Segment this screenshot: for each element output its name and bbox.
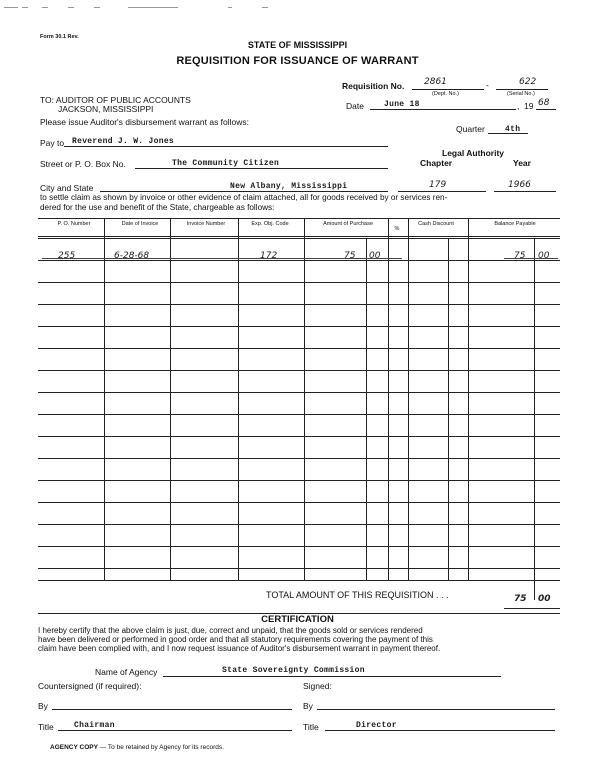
city-state-label: City and State <box>40 183 94 193</box>
serial-number[interactable]: 622 <box>519 77 537 87</box>
row1-po-number[interactable]: 255 <box>58 251 76 261</box>
street-value[interactable]: The Community Citizen <box>172 159 280 168</box>
row1-balance-dollars[interactable]: 75 <box>514 251 526 261</box>
chapter-label: Chapter <box>420 158 453 168</box>
legal-authority-label: Legal Authority <box>442 148 505 158</box>
scan-mark <box>94 7 100 8</box>
form-number: Form 30.1 Rev. <box>40 34 79 40</box>
col-date-of-invoice: Date of Invoice <box>121 221 159 227</box>
requisition-label: Requisition No. <box>342 81 405 91</box>
col-exp-obj-code: Exp. Obj. Code <box>251 221 289 227</box>
agency-name-label: Name of Agency <box>95 667 158 677</box>
agency-copy-label: AGENCY COPY <box>50 744 98 751</box>
total-dollars[interactable]: 75 <box>514 594 527 604</box>
col-percent: % <box>394 226 400 232</box>
certification-line1: I hereby certify that the above claim is just, due, correct and unpaid, that the goods sold or services rendered <box>38 626 423 635</box>
quarter-label: Quarter <box>456 124 485 134</box>
col-cash-discount: Cash Discount <box>418 221 454 227</box>
pay-to-label: Pay to <box>40 138 65 148</box>
row1-balance-cents[interactable]: 00 <box>538 251 550 261</box>
footer-note <box>50 744 224 751</box>
scan-mark <box>128 7 178 8</box>
date-value[interactable]: June 18 <box>384 100 420 109</box>
row1-amount-dollars[interactable]: 75 <box>344 251 356 261</box>
agency-copy-note: — To be retained by Agency for its records. <box>99 744 224 751</box>
to-line: TO: AUDITOR OF PUBLIC ACCOUNTS <box>40 95 191 105</box>
dept-number[interactable]: 2861 <box>424 77 447 87</box>
agency-name-value[interactable]: State Sovereignty Commission <box>222 666 365 675</box>
col-invoice-number: Invoice Number <box>186 221 226 227</box>
year-prefix: 19 <box>524 101 534 111</box>
state-heading: STATE OF MISSISSIPPI <box>247 40 348 50</box>
row1-date-of-invoice[interactable]: 6-28-68 <box>114 251 150 261</box>
form-title: REQUISITION FOR ISSUANCE OF WARRANT <box>176 55 419 67</box>
col-amount-of-purchase: Amount of Purchase <box>323 221 373 227</box>
claim-table <box>38 218 560 612</box>
col-balance-payable: Balance Payable <box>494 221 536 227</box>
authority-year-value[interactable]: 1966 <box>508 180 531 190</box>
instruction-text: Please issue Auditor's disbursement warrant as follows: <box>40 117 250 127</box>
countersigned-label: Countersigned (if required): <box>38 681 142 691</box>
total-cents[interactable]: 00 <box>538 594 551 604</box>
title-right-value[interactable]: Director <box>356 721 397 730</box>
scan-mark <box>228 7 232 8</box>
date-label: Date <box>346 101 364 111</box>
scan-mark <box>262 7 268 8</box>
row1-exp-obj-code[interactable]: 172 <box>260 251 278 261</box>
jackson-line: JACKSON, MISSISSIPPI <box>58 104 154 114</box>
quarter-value[interactable]: 4th <box>505 125 521 134</box>
total-label: TOTAL AMOUNT OF THIS REQUISITION . . . <box>266 590 449 600</box>
city-state-value[interactable]: New Albany, Mississippi <box>230 182 348 191</box>
settle-text-line1: to settle claim as shown by invoice or other evidence of claim attached, all for goods received by or services ren- <box>40 193 448 202</box>
scan-mark <box>4 7 18 8</box>
title-label-left: Title <box>38 722 54 732</box>
signed-label: Signed: <box>303 681 332 691</box>
scan-mark <box>22 7 28 8</box>
title-label-right: Title <box>303 722 319 732</box>
by-label-right: By <box>303 701 313 711</box>
row1-amount-cents[interactable]: 00 <box>369 251 381 261</box>
settle-text-line2: dered for the use and benefit of the State, chargeable as follows: <box>40 203 275 212</box>
year-value[interactable]: 68 <box>538 98 550 108</box>
street-label: Street or P. O. Box No. <box>40 159 126 169</box>
serial-no-caption: (Serial No.) <box>507 91 535 97</box>
scan-mark <box>42 7 48 8</box>
year-label: Year <box>513 158 531 168</box>
by-label-left: By <box>38 701 48 711</box>
col-po-number: P. O. Number <box>57 221 91 227</box>
scan-mark <box>68 7 74 8</box>
dept-no-caption: (Dept. No.) <box>432 91 459 97</box>
chapter-value[interactable]: 179 <box>429 180 447 190</box>
certification-line2: have been delivered or performed in good order and that all statutory requirements covering the payment of this <box>38 635 433 644</box>
title-left-value[interactable]: Chairman <box>74 721 115 730</box>
pay-to-value[interactable]: Reverend J. W. Jones <box>72 137 175 146</box>
certification-line3: claim have been complied with, and I now request issuance of Auditor's disbursement warrant in payment thereof. <box>38 644 441 653</box>
certification-title: CERTIFICATION <box>261 614 334 625</box>
